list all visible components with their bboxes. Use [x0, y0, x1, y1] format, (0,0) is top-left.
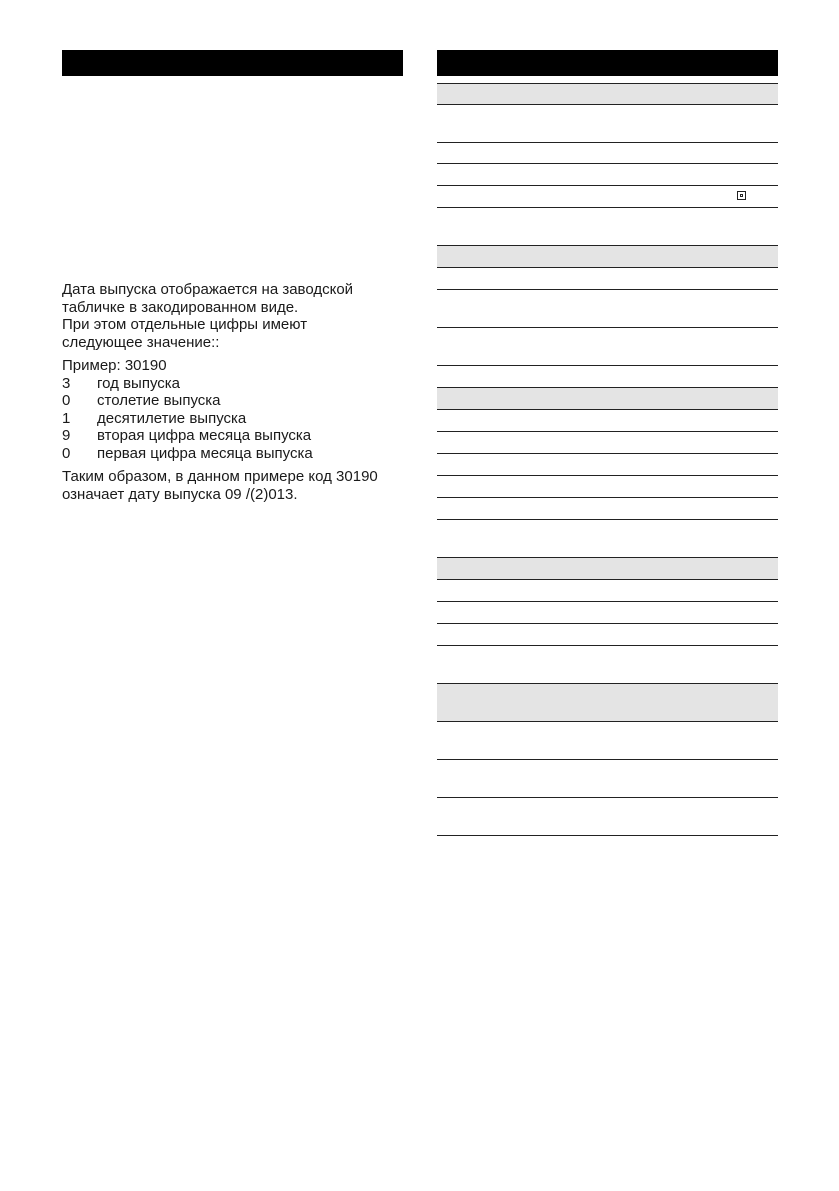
table-row: [437, 164, 778, 186]
intro-paragraph: [62, 281, 403, 351]
table-row: [437, 105, 778, 143]
table-section-header: [437, 558, 778, 580]
table-row: [437, 624, 778, 646]
digit-value: 0: [62, 444, 71, 462]
digit-value: 0: [62, 392, 71, 409]
digit-meaning: десятилетие выпуска: [97, 409, 247, 427]
digit-value: 1: [62, 409, 71, 427]
technical-data-table: [437, 83, 778, 836]
digit-row: [62, 410, 403, 428]
summary-paragraph: [62, 468, 403, 503]
left-column: [62, 50, 403, 503]
table-section-header: [437, 83, 778, 105]
double-square-icon: [737, 191, 746, 200]
digit-meaning: столетие выпуска: [97, 392, 221, 409]
table-row: [437, 268, 778, 290]
example-title: Пример: 30190: [62, 357, 167, 374]
table-section-header: [437, 388, 778, 410]
table-section-header: [437, 246, 778, 268]
digit-value: 9: [62, 427, 71, 444]
table-row: [437, 602, 778, 624]
table-row: [437, 760, 778, 798]
digit-row: [62, 392, 403, 410]
table-row: [437, 454, 778, 476]
paragraph-line: табличке в закодированном виде.: [62, 298, 299, 316]
table-row: [437, 520, 778, 558]
digit-meaning: год выпуска: [97, 374, 181, 392]
table-row: [437, 143, 778, 164]
digit-row: [62, 427, 403, 445]
right-header-bar: [437, 50, 778, 76]
table-row: [437, 208, 778, 246]
paragraph-line: следующее значение::: [62, 333, 220, 351]
table-row: [437, 580, 778, 602]
table-row: [437, 410, 778, 432]
right-column: [437, 50, 778, 836]
table-row: [437, 722, 778, 760]
digit-meaning: первая цифра месяца выпуска: [97, 444, 313, 462]
paragraph-line: При этом отдельные цифры имеют: [62, 316, 308, 333]
digit-row: [62, 445, 403, 463]
table-row: [437, 366, 778, 388]
table-section-header: [437, 684, 778, 722]
paragraph-line: Дата выпуска отображается на заводской: [62, 281, 354, 298]
summary-line: означает дату выпуска 09 /(2)013.: [62, 485, 298, 503]
table-row: [437, 186, 778, 208]
table-row: [437, 798, 778, 836]
table-row: [437, 498, 778, 520]
production-date-text: [62, 281, 403, 503]
digit-meaning: вторая цифра месяца выпуска: [97, 427, 312, 444]
left-header-bar: [62, 50, 403, 76]
table-row: [437, 328, 778, 366]
table-row: [437, 432, 778, 454]
table-row: [437, 476, 778, 498]
table-row: [437, 290, 778, 328]
table-row: [437, 646, 778, 684]
digit-legend: [62, 375, 403, 463]
digit-row: [62, 375, 403, 393]
summary-line: Таким образом, в данном примере код 30190: [62, 468, 378, 485]
digit-value: 3: [62, 374, 71, 392]
